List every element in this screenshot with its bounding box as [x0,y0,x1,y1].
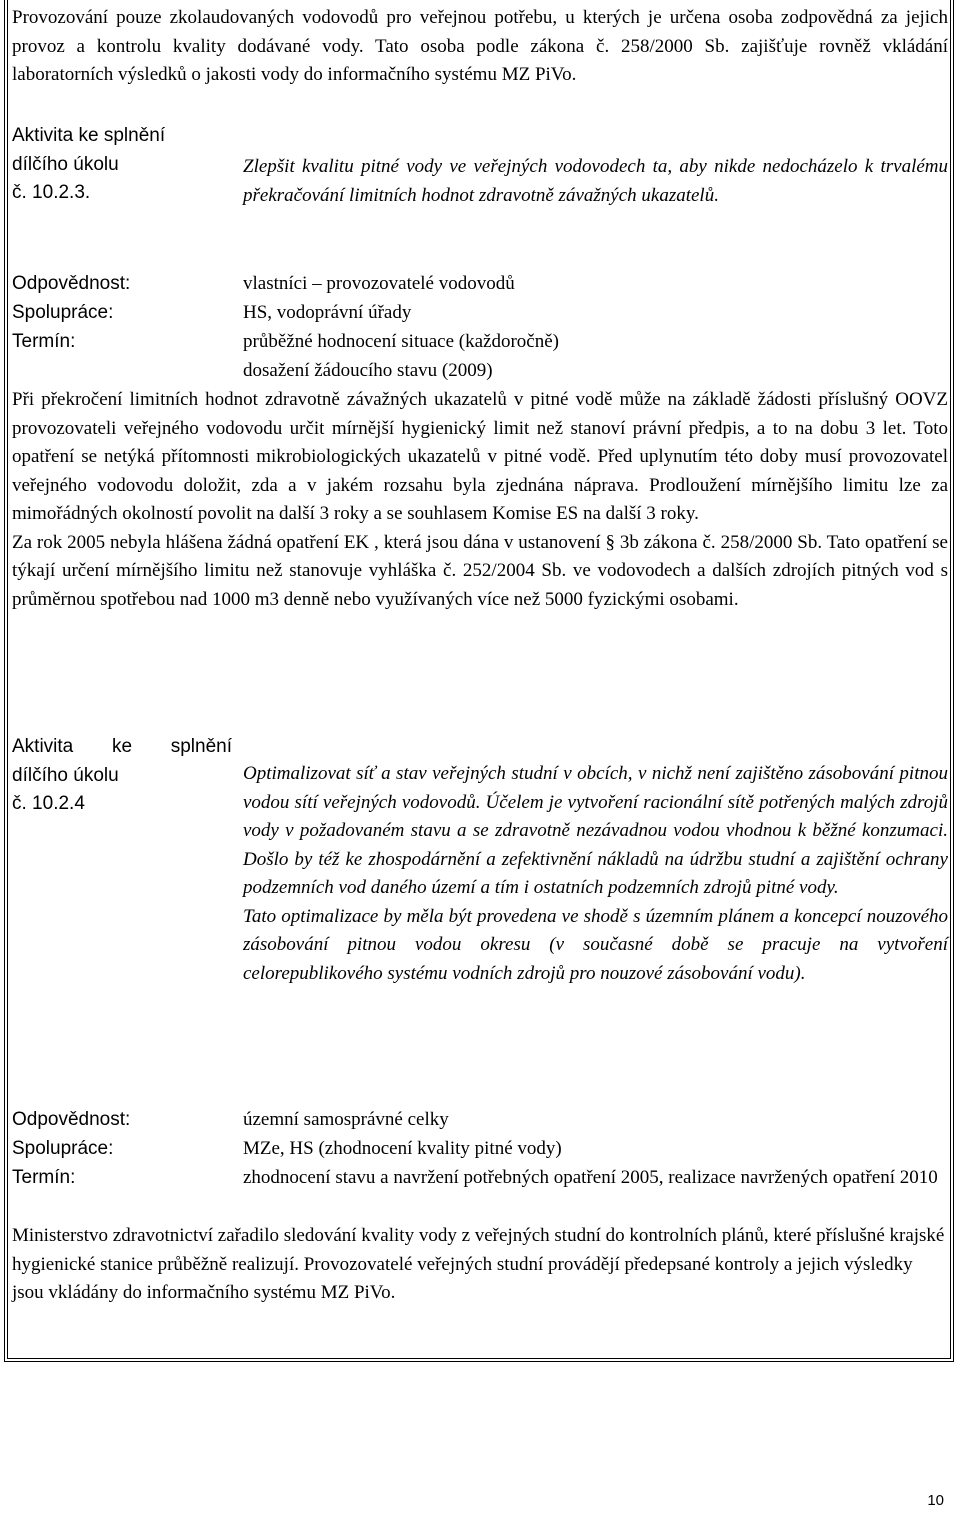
activity-1-label-line3: č. 10.2.3. [12,182,91,203]
activity-1-deadline-label: Termín: [12,331,76,352]
activity-2-label-line2: dílčího úkolu [12,764,119,786]
activity-1-cooperation-label: Spolupráce: [12,302,114,323]
page-number: 10 [927,1492,944,1509]
activity-1-comment-p2: Za rok 2005 nebyla hlášena žádná opatření EK , která jsou dána v ustanovení § 3b zákona č. 258/2000 Sb. Tato opatření se týkají určení mírnějšího limitu než stanovuje vyhláška č. 252/2004 Sb. ve vodovodech a dalších zdrojích pitných vod s průměrnou spotřebou nad 1000 m3 denně nebo využívaných více než 5000 fyzickými osobami. [12,531,948,610]
activity-2-comment-text: Ministerstvo zdravotnictví zařadilo sledování kvality vody z veřejných studní do kontrolních plánů, které příslušné krajské hygienické stanice průběžně realizují. Provozovatelé veřejných studní provádějí předepsané kontroly a jejich výsledky jsou vkládány do informačního systému MZ PiVo. [12,1225,945,1303]
activity-2-label [12,733,232,819]
activity-2-goal-p1: Optimalizovat síť a stav veřejných studní v obcích, v nichž není zajištěno zásobování pitnou vodou sítí veřejných vodovodů. Účelem je vytvoření racionální sítě potřených malých zdrojů vody v požadovaném stavu a se zdravotně nezávadnou vodou vhodnou k běžné konzumaci. Došlo by též ke zhospodárnění a zefektivnění nákladů na údržbu studní a zajištění ochrany podzemních vod daného území a tím i ostatních podzemních zdrojů pitné vody. [243,763,948,898]
activity-1-deadline-value-line2: dosažení žádoucího stavu (2009) [243,360,493,381]
activity-2-label-line3: č. 10.2.4 [12,793,85,814]
activity-1-cooperation-value: HS, vodoprávní úřady [243,302,412,323]
activity-2-goal-p2: Tato optimalizace by měla být provedena ve shodě s územním plánem a koncepcí nouzového zásobování pitnou vodou okresu (v současné době se pracuje na vytvoření celorepublikového systému vodních zdrojů pro nouzové zásobování vodu). [243,905,948,984]
activity-2-responsibility-value: územní samosprávné celky [243,1109,449,1130]
activity-2-deadline-label: Termín: [12,1167,76,1188]
activity-2-goal [243,760,948,988]
activity-2-cooperation-value: MZe, HS (zhodnocení kvality pitné vody) [243,1138,562,1159]
activity-1-label-line2: dílčího úkolu [12,153,119,175]
activity-1-deadline-value-line1: průběžné hodnocení situace (každoročně) [243,331,559,352]
activity-1-label [12,122,232,208]
activity-1-responsibility-label: Odpovědnost: [12,273,131,294]
activity-2-responsibility-label: Odpovědnost: [12,1109,131,1130]
activity-2-cooperation-label: Spolupráce: [12,1138,114,1159]
activity-1-goal-text: Zlepšit kvalitu pitné vody ve veřejných vodovodech ta, aby nikde nedocházelo k trvalému překračování limitních hodnot zdravotně závažných ukazatelů. [243,156,948,206]
intro-text: Provozování pouze zkolaudovaných vodovodů pro veřejnou potřebu, u kterých je určena osoba zodpovědná za jejich provoz a kontrolu kvality dodávané vody. Tato osoba podle zákona č. 258/2000 Sb. zajišťuje rovněž vkládání laboratorních výsledků o jakosti vody do informačního systému MZ PiVo. [12,7,948,85]
activity-1-comment-p1: Při překročení limitních hodnot zdravotně závažných ukazatelů v pitné vodě může na základě žádosti příslušný OOVZ provozovateli veřejného vodovodu určit mírnější hygienický limit než stanoví právní předpis, a to na dobu 3 let. Toto opatření se netýká přítomnosti mikrobiologických ukazatelů v pitné vodě. Před uplynutím této doby musí provozovatel veřejného vodovodu doložit, zda a v jakém rozsahu byla zjednána náprava. Prodloužení mírnějšího limitu lze za mimořádných okolností povolit na další 3 roky a se souhlasem Komise ES na další 3 roky. [12,389,948,524]
intro-paragraph [12,4,948,90]
activity-2-label-line1: Aktivita ke splnění [12,736,232,757]
activity-1-goal [243,153,948,210]
activity-1-responsibility-value: vlastníci – provozovatelé vodovodů [243,273,515,294]
activity-2-comment [12,1222,948,1308]
activity-1-label-line1: Aktivita ke splnění [12,125,166,146]
activity-2-deadline-value: zhodnocení stavu a navržení potřebných opatření 2005, realizace navržených opatření 2010 [243,1167,938,1188]
activity-1-comment [12,386,948,614]
